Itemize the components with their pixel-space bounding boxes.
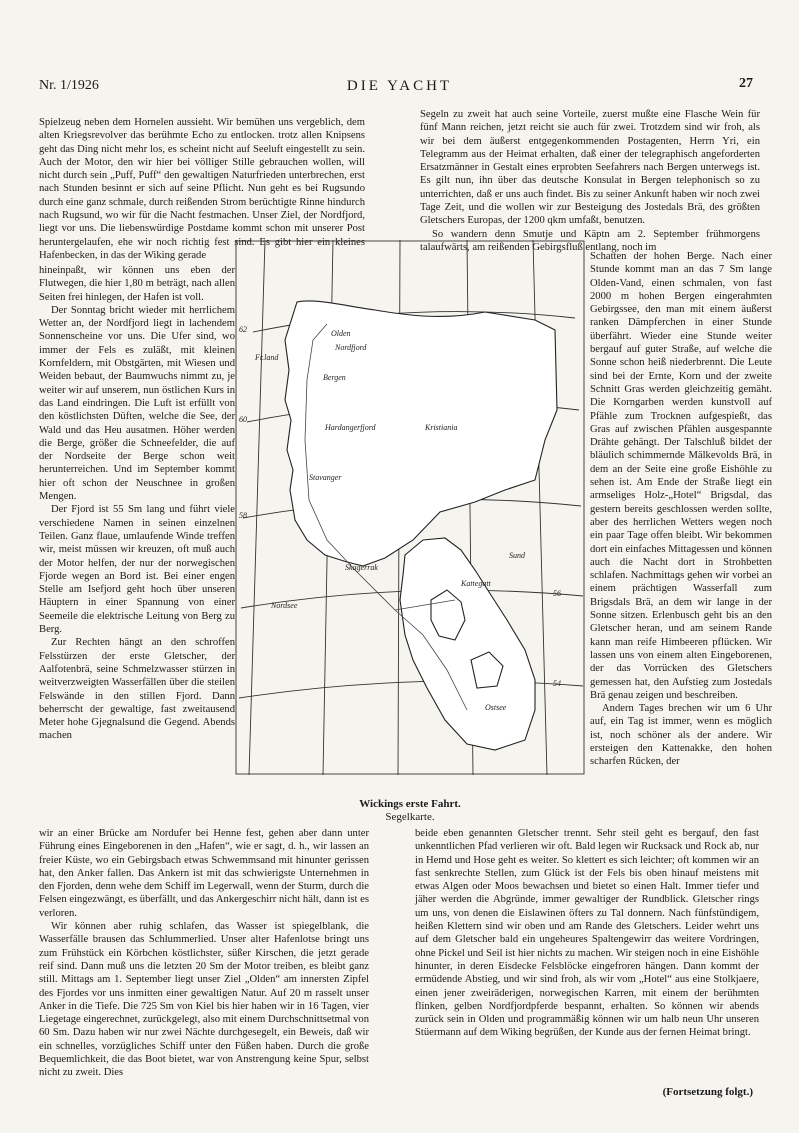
paragraph: Zur Rechten hängt an den schroffen Felsstürzen der erste Gletscher, der Aalfotenbrä, seine Schmelzwasser stürzen in weitverzweigten Wasserfällen über die steilen Felswände in den stillen Fjord. Dann beherrscht der gewaltige, fast zweitausend Meter hohe Gjegnalsund die Gegend. Abends machen: [39, 637, 235, 742]
paragraph: Wir können aber ruhig schlafen, das Wasser ist spiegelblank, die Wasserfälle brausen das Schlummerlied. Unser alter Hafenlotse bringt uns zum Frühstück ein Körbchen köstlichster, süßer Kirschen, die jetzt gerade reif sind. Dann muß uns die letzten 20 Sm der Motor treiben, es bleibt ganz still. Mittags am 1. September liegt unser Ziel „Olden“ am innersten Zipfel des Fjordes vor uns inmitten einer gewaltigen Natur. Auf 20 m rasselt unser Anker in die Tiefe. Die 725 Sm von Kiel bis hier haben wir in 16 Tagen, vier Liegetage eingerechnet, zurückgelegt, also mit einem Durchschnittsetmal von 60 Sm. Dazu haben wir nur zwei Nächte durchgesegelt, ein Beweis, daß wir ein schnelles, vorzügliches Schiff unter den Füßen haben. Durch die große Bequemlichkeit, die das Boot bietet, war von Anstrengung keine Spur, selbst nicht zu zweit. Dies: [39, 921, 369, 1079]
map-label-hardanger: Hardangerfjord: [325, 423, 376, 432]
coastline: [285, 301, 557, 750]
magazine-title: DIE YACHT: [346, 78, 453, 94]
map-label-kattegat: Kattegatt: [461, 579, 491, 588]
denmark-sweden-landmass: [400, 538, 535, 750]
map-label-stavanger: Stavanger: [309, 473, 342, 482]
paragraph: Segeln zu zweit hat auch seine Vorteile, zuerst mußte eine Flasche Wein für fünf Mann reichen, jetzt reicht sie auch für zwei. Trotzdem sind wir froh, als wir bei dem äußerst entgegenkommenden Postagenten, Herrn Yri, ein Telegramm aus der Heimat erhalten, daß einer der telegraphisch angeforderten Ersatzmänner in Gestalt eines erprobten Seefahrers nach Bergen unterwegs ist. Es gilt nun, ihn über das deutsche Konsulat in Bergen telephonisch so zu unterrichten, daß er uns auch findet. Bis zu seiner Ankunft haben wir noch zwei Tage Zeit, und die wollen wir zur Besteigung des Jostedals Brä, des größten Gletschers Europas, der 1200 qkm umfaßt, benutzen.: [420, 109, 760, 227]
map-caption: [235, 798, 585, 824]
paragraph: Der Fjord ist 55 Sm lang und führt viele verschiedene Namen in seinen einzelnen Teilen. Ganz flaue, umlaufende Winde treffen wir, meist müssen wir kreuzen, oft muß auch der Motor helfen, der nur der norwegischen Fjorde wegen an Bord ist. Bei einer engen Stelle am Isefjord geht hoch über unseren Häuptern in einer Spannung von einer Seemeile die elektrische Leitung von Berg zu Berg.: [39, 504, 235, 636]
map-label-olden: Olden: [331, 329, 351, 338]
map-label-skagerrak: Skagerrak: [345, 563, 378, 572]
bottom-left-column: [39, 827, 369, 1080]
continuation-note: (Fortsetzung folgt.): [662, 1086, 753, 1098]
map-label-nordsee: Nordsee: [271, 601, 298, 610]
norway-landmass: [285, 301, 557, 566]
paragraph: wir an einer Brücke am Nordufer bei Henne fest, gehen aber dann unter Führung eines Eingeborenen in den „Hafen“, wie er sagt, d. h., wir lassen an freier Küste, wo ein Gebirgsbach etwas Schwemmsand mit hinunter gerissen hat, den Anker fallen. Das Ankern ist mit das schwierigste Unternehmen in den Fjorden, denn wehe dem Schiff im Legerwall, wenn der Sturm, durch die Felsen eingezwängt, es überfällt, und das Ankergeschirr nicht hält, dann ist es verloren.: [39, 828, 369, 919]
lat-label-58: 58: [239, 511, 247, 520]
paragraph: Der Sonntag bricht wieder mit herrlichem Wetter an, der Nordfjord liegt in lachendem Sonnenscheine vor uns. Die Ufer sind, wo immer der Fels es zuläßt, mit kleinen Kornfeldern, mit Obstgärten, mit Wiesen und Weiden bebaut, der Baumwuchs nimmt zu, je weiter wir auf unserem, nun östlichen Kurs in das Land eindringen. Die Luft ist erfüllt von den köstlichsten Düften, welche die See, der Wald und das Heu ausatmen. Höher werden die Berge, größer die Schneefelder, die auf der Nordseite der Berge schon weit herunterreichen. Und im September kommt hier oft schon der Neuschnee in großen Mengen.: [39, 304, 235, 503]
lat-label-54: 54: [553, 679, 561, 688]
paragraph: Andern Tages brechen wir um 6 Uhr auf, ein Tag ist immer, wenn es möglich ist, noch schöner als der andere. Wir ersteigen den Kattenakke, den hohen scharfen Rücken, der: [590, 703, 772, 768]
map-label-sund: Sund: [509, 551, 525, 560]
lat-label-62: 62: [239, 325, 247, 334]
paragraph: Schatten der hohen Berge. Nach einer Stunde kommt man an das 7 Sm lange Olden-Vand, einen schmalen, von fast 2000 m hohen Bergen eingerahmten Gebirgssee, den man mit einem äußerst ranken Dämpferchen in einer Stunde überfährt. Wieder eine Stunde weiter bergauf auf guter Straße, auf welche die Sonne schon heiß niederbrennt. Die Leute sind bei der Ernte, Korn und der zweite Schnitt Gras werden gleichzeitig gemäht. Die Korngarben werden kunstvoll auf Pfähle zum Trocknen aufgespießt, das Gras auf zwischen Pfählen ausgespannte Drähte gehängt. Der Talschluß bildet der bläulich schimmernde Mälkevolds Brä, in dem an der Seite eine große Eishöhle zu sehen ist. Am Ende der Straße liegt ein armseliges Holz-„Hotel“ Brigsdal, das gestern bereits geschlossen werden sollte, aber des herrlichen Wetters wegen noch ein paar Tage offen bleibt. Wir bekommen dort ein einfaches Mittagessen und können auch die Nacht dort in Strohbetten schlafen. Nachmittags gehen wir vorbei an einem prächtigen Wasserfall zum Brigsdals Brä, an dem wir lange in der Sonne sitzen. Erlenbusch geht bis an den Gletscher heran, und am seinem Rande kann man reife Himbeeren pflücken. Wir lassen uns von einem alten Eingeborenen, der das Vorrücken des Gletschers gemessen hat, den Aufstieg zum Jostedals Brä genau zeigen und beschreiben.: [590, 251, 772, 701]
map-label-kristiania: Kristiania: [425, 423, 458, 432]
map-label-island: Fr.land: [255, 353, 279, 362]
page-number: 27: [739, 76, 753, 91]
map-label-nordfjord: Nordfjord: [335, 343, 367, 352]
bottom-right-column: [415, 827, 759, 1040]
map-label-ostsee: Ostsee: [485, 703, 507, 712]
map-label-bergen: Bergen: [323, 373, 346, 382]
right-column-top: [420, 108, 760, 254]
caption-title: Wickings erste Fahrt.: [359, 798, 461, 810]
right-column-narrow: [590, 250, 772, 769]
paragraph: hineinpaßt, wir können uns eben der Flutwegen, die hier 1,80 m beträgt, nach allen Seiten frei hinlegen, der Hafen ist voll.: [39, 265, 235, 303]
lat-label-56: 56: [553, 589, 561, 598]
caption-subtitle: Segelkarte.: [385, 811, 435, 823]
paragraph: beide eben genannten Gletscher trennt. Sehr steil geht es bergauf, den fast unkenntlichen Pfad verlieren wir oft. Bald legen wir Rucksack und Rock ab, nur in Hemd und Hose geht es weiter. So klettert es sich leichter; oft kommen wir an fast senkrechte Stellen, zum Glück ist der Fels bis oben hinauf meistens mit etwas Algen oder Moos bewachsen und bietet so einen Halt. Immer tiefer und jäher werden die Abgründe, immer gewaltiger der Rundblick. Gletscher rings um uns, von denen die Eislawinen öfters zu Tal donnern. Nach fünfstündigem, heißen Klettern sind wir oben und am Rande des Gletschers. Leider wehrt uns auf dem Gletscher bald ein ungeheures Spaltengewirr das weitere Vordringen, ohne Pickel und Seil ist hier nichts zu machen. Wir steigen noch in eine Eishöhle hinunter, in deren Eisdecke Felsblöcke eingefroren hängen. Dann kommt der ermüdende Abstieg, und wir sind froh, als wir vom „Hotel“ aus eine Stolkjaere, einen jener zweiräderigen, norwegischen Karren, mit einem der berühmten flinken, gelben Nordfjordpferde bespannt, erhalten. So können wir abends zurück sein in Olden und programmäßig können wir um halb neun Uhr unseren Stüermann auf dem Wiking begrüßen, der Kunde aus der fernen Heimat bringt.: [415, 828, 759, 1039]
paragraph: Spielzeug neben dem Hornelen aussieht. Wir bemühen uns vergeblich, dem alten Kriegsrevolver das berühmte Echo zu entlocken. trotz allen Knipsens geht das Ding nicht mehr los, es scheint nicht auf Seeluft eingestellt zu sein. Auch der Motor, den wir hier bei völliger Stille gebrauchen wollen, will nicht durch sein „Puff, Puff“ den gewaltigen Naturfrieden unterbrechen, erst nach Stunden besinnt er sich auf seine Pflicht. Nun geht es bei Rugsundo durch eine ganz schmale, durch reißenden Strom berüchtigte Rinne hindurch nach Rugsund, wo wir für die Nacht festmachen. Unser Ziel, der Nordfjord, liegt vor uns. Die liebenswürdige Postdame kommt schon mit unserer Post heruntergelaufen, ehe wir noch richtig fest sind. Es gibt hier ein kleines Hafenbecken, in das der Wiking gerade: [39, 117, 365, 261]
sailing-chart-map: [235, 240, 585, 775]
issue-number: Nr. 1/1926: [39, 78, 99, 93]
left-column-narrow: [39, 264, 235, 743]
lat-label-60: 60: [239, 415, 247, 424]
paragraph: So wandern denn Smutje und Käptn am 2. September frühmorgens talaufwärts, am reißenden Gebirgsfluß entlang, noch im: [420, 228, 760, 253]
